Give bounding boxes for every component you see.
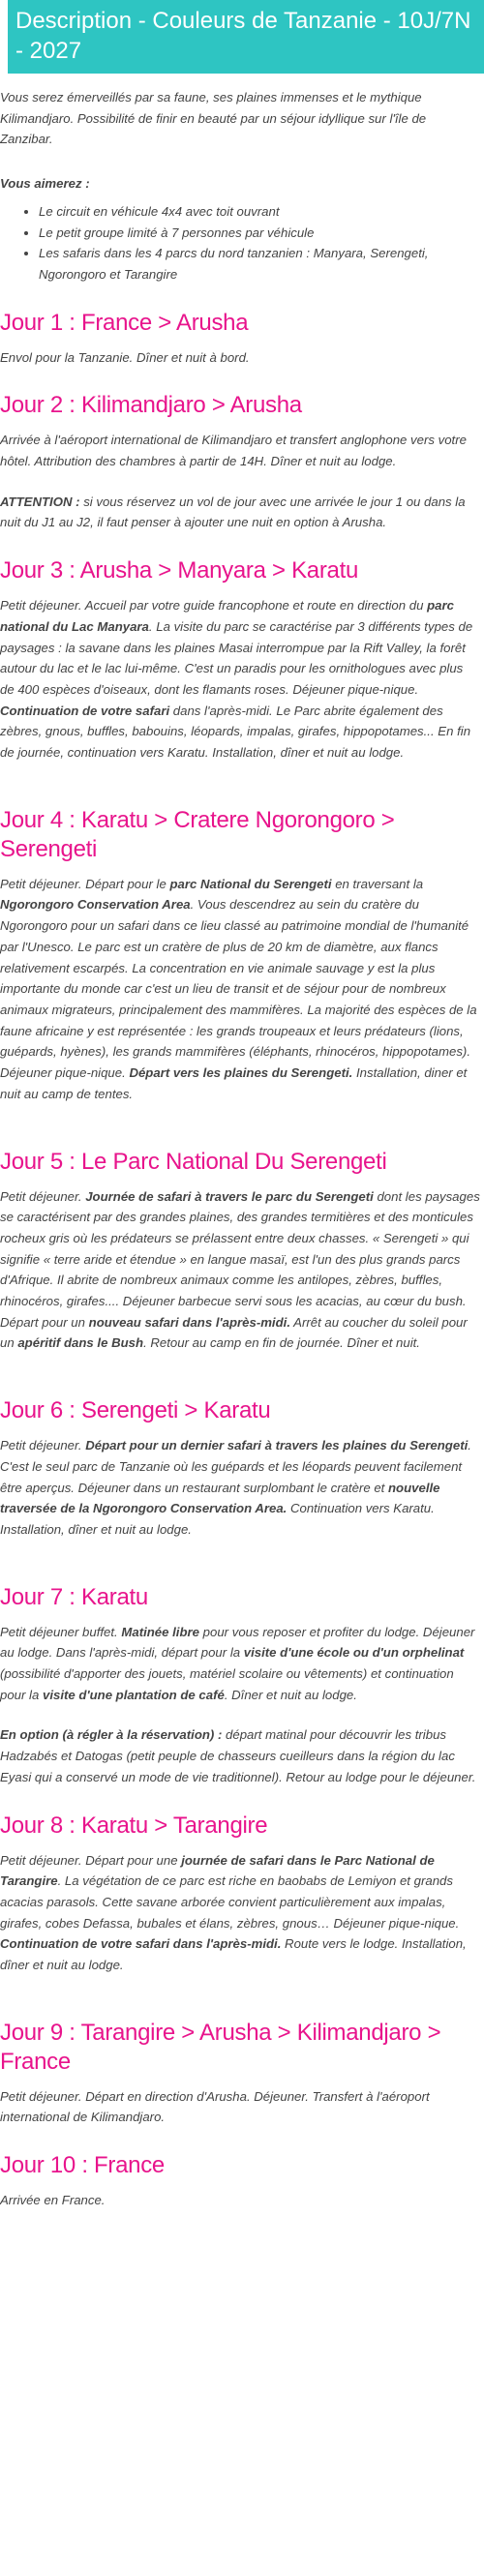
- day-2-text: Arrivée à l'aéroport international de Kilimandjaro et transfert anglophone vers votre hôtel. Attribution des chambres à partir de 14H. Dîner et nuit au lodge.: [0, 433, 467, 469]
- day-9-title: Jour 9 : Tarangire > Arusha > Kilimandjaro > France: [0, 2019, 441, 2075]
- day-10-text: Arrivée en France.: [0, 2193, 106, 2208]
- day-10-title: Jour 10 : France: [0, 2152, 165, 2179]
- itinerary-content: [0, 87, 484, 2211]
- list-item: • Le petit groupe limité à 7 personnes par véhicule: [39, 223, 484, 244]
- day-5-text: Petit déjeuner. Journée de safari à travers le parc du Serengeti dont les paysages se caractérisent par des grandes plaines, des grandes termitières et des monticules rocheux gris où les prédateurs se prélassent entre deux chasses. « Serengeti » qui signifie « terre aride et étendue » en langue masaï, est l'un des plus grands parcs d'Afrique. Il abrite de nombreux animaux comme les antilopes, zèbres, buffles, rhinocéros, girafes.... Déjeuner barbecue servi sous les acacias, au cœur du bush. Départ pour un nouveau safari dans l'après-midi. Arrêt au coucher du soleil pour un apéritif dans le Bush. Retour au camp en fin de journée. Dîner et nuit.: [0, 1188, 480, 1351]
- intro-text: Vous serez émerveillés par sa faune, ses plaines immenses et le mythique Kilimandjaro. Possibilité de finir en beauté par un séjour idyllique sur l'île de Zanzibar.: [0, 90, 427, 147]
- highlights-list: [0, 201, 484, 285]
- day-5-title: Jour 5 : Le Parc National Du Serengeti: [0, 1148, 387, 1175]
- day-4-title: Jour 4 : Karatu > Cratere Ngorongoro > Serengeti: [0, 806, 395, 862]
- day-7-title: Jour 7 : Karatu: [0, 1583, 148, 1610]
- day-6-title: Jour 6 : Serengeti > Karatu: [0, 1397, 271, 1424]
- day-2-title: Jour 2 : Kilimandjaro > Arusha: [0, 392, 302, 419]
- day-7-option: En option (à régler à la réservation) : départ matinal pour découvrir les tribus Hadzabés et Datogas (petit peuple de chasseurs cueilleurs dans la région du lac Eyasi qui a conservé un mode de vie traditionnel). Retour au lodge pour le déjeuner.: [0, 1727, 476, 1784]
- day-6-text: Petit déjeuner. Départ pour un dernier safari à travers les plaines du Serengeti. C'est le seul parc de Tanzanie où les guépards et les léopards peuvent facilement être aperçus. Déjeuner dans un restaurant surplombant le cratère et nouvelle traversée de la Ngorongoro Conservation Area. Continuation vers Karatu. Installation, dîner et nuit au lodge.: [0, 1438, 471, 1537]
- day-3-text: Petit déjeuner. Accueil par votre guide francophone et route en direction du parc national du Lac Manyara. La visite du parc se caractérise par 3 différents types de paysages : la savane dans les plaines Masai interrompue par la Rift Valley, la forêt autour du lac et le lac lui-même. C'est un paradis pour les ornithologues avec plus de 400 espèces d'oiseaux, dont les flamants roses. Déjeuner pique-nique. Continuation de votre safari dans l'après-midi. Le Parc abrite également des zèbres, gnous, buffles, babouins, léopards, impalas, girafes, hippopotames... En fin de journée, continuation vers Karatu. Installation, dîner et nuit au lodge.: [0, 598, 473, 761]
- day-7-text: Petit déjeuner buffet. Matinée libre pour vous reposer et profiter du lodge. Déjeuner au lodge. Dans l'après-midi, départ pour la visite d'une école ou d'un orphelinat (possibilité d'apporter des jouets, matériel scolaire ou vêtements) et continuation pour la visite d'une plantation de café. Dîner et nuit au lodge.: [0, 1624, 475, 1702]
- page-title: Description - Couleurs de Tanzanie - 10J/7N - 2027: [8, 0, 484, 74]
- day-1-text: Envol pour la Tanzanie. Dîner et nuit à bord.: [0, 349, 250, 365]
- highlights-heading: Vous aimerez :: [0, 176, 90, 192]
- list-item: • Les safaris dans les 4 parcs du nord tanzanien : Manyara, Serengeti, Ngorongoro et Tarangire: [39, 243, 484, 285]
- day-9-text: Petit déjeuner. Départ en direction d'Arusha. Déjeuner. Transfert à l'aéroport international de Kilimandjaro.: [0, 2088, 430, 2125]
- day-8-title: Jour 8 : Karatu > Tarangire: [0, 1812, 268, 1839]
- day-1-title: Jour 1 : France > Arusha: [0, 309, 249, 336]
- day-3-title: Jour 3 : Arusha > Manyara > Karatu: [0, 557, 359, 584]
- day-2-attention: ATTENTION : si vous réservez un vol de jour avec une arrivée le jour 1 ou dans la nuit du J1 au J2, il faut penser à ajouter une nuit en option à Arusha.: [0, 494, 466, 530]
- list-item: • Le circuit en véhicule 4x4 avec toit ouvrant: [39, 201, 484, 223]
- day-8-text: Petit déjeuner. Départ pour une journée de safari dans le Parc National de Tarangire. La végétation de ce parc est riche en baobabs de Lemiyon et grands acacias parasols. Cette savane arborée convient particulièrement aux impalas, girafes, cobes Defassa, bubales et élans, zèbres, gnous… Déjeuner pique-nique. Continuation de votre safari dans l'après-midi. Route vers le lodge. Installation, dîner et nuit au lodge.: [0, 1852, 467, 1973]
- day-4-text: Petit déjeuner. Départ pour le parc National du Serengeti en traversant la Ngorongoro Conservation Area. Vous descendrez au sein du cratère du Ngorongoro pour un safari dans ce lieu classé au patrimoine mondial de l'humanité par l'Unesco. Le parc est un cratère de plus de 20 km de diamètre, aux flancs relativement escarpés. La concentration en vie animale sauvage y est la plus importante du monde car c'est un lieu de transit et de séjour pour de nombreux animaux migrateurs, principalement des mammifères. La majorité des espèces de la faune africaine y est représentée : les grands troupeaux et leurs prédateurs (lions, guépards, hyènes), les grands mammifères (éléphants, rhinocéros, hippopotames). Déjeuner pique-nique. Départ vers les plaines du Serengeti. Installation, diner et nuit au camp de tentes.: [0, 876, 477, 1101]
